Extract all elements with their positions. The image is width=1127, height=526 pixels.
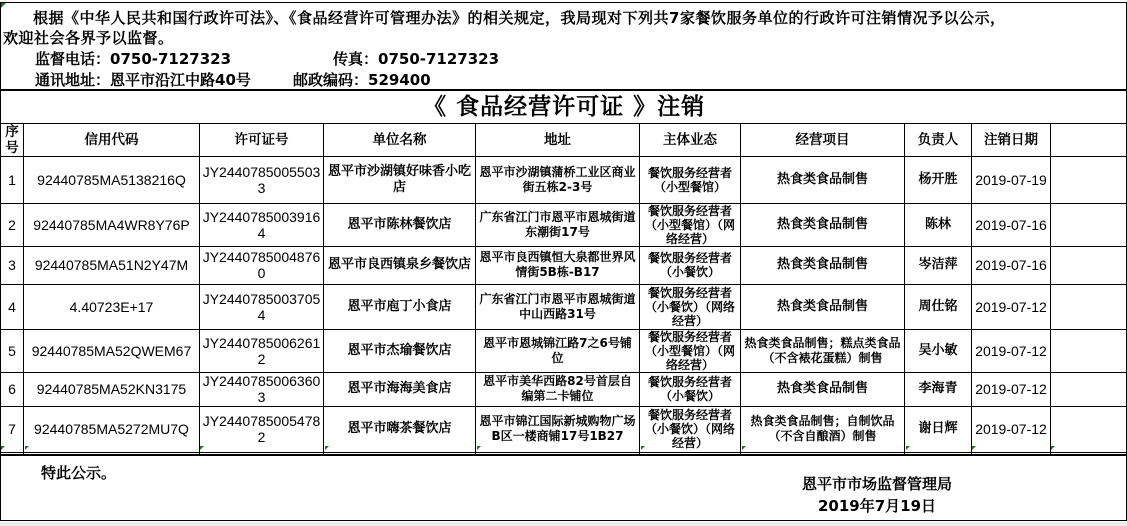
cell-license-no: JY24407850054782: [200, 406, 324, 452]
cell-license-no: JY24407850037054: [200, 284, 324, 329]
table-row: [1, 284, 1127, 329]
phone-value: 0750-7127323: [110, 50, 232, 68]
col-header-credit-code: 信用代码: [24, 123, 200, 156]
bottom-margin: [0, 522, 1127, 526]
table-row: [1, 203, 1127, 246]
col-header-address: 地址: [476, 123, 640, 156]
excel-error-indicator-icon: [200, 446, 204, 450]
cell-credit-code: 92440785MA52QWEM67: [24, 329, 200, 372]
table-row: [1, 329, 1127, 372]
cell-business-type: 餐饮服务经营者（小型餐馆）: [640, 156, 741, 203]
contact-line-address: [3, 69, 1122, 89]
cell-person: 吴小敏: [905, 329, 972, 372]
cell-unit-name: 恩平市海海美食店: [324, 372, 476, 406]
cell-business-type: 餐饮服务经营者（小型餐馆）（网络经营）: [640, 203, 741, 246]
cell-cancel-date: 2019-07-19: [972, 156, 1051, 203]
cell-address: 恩平市美华西路82号首层自编第二卡铺位: [476, 372, 640, 406]
cell-business-type: 餐饮服务经营者（小餐饮）: [640, 372, 741, 406]
cell-serial: 1: [1, 156, 24, 203]
cell-blank: [1051, 284, 1127, 329]
cell-business-scope: 热食类食品制售: [741, 246, 905, 284]
intro-block: [1, 3, 1126, 89]
cell-person: 岑洁萍: [905, 246, 972, 284]
cell-business-scope: 热食类食品制售: [741, 372, 905, 406]
postal-value: 529400: [368, 71, 431, 89]
cell-cancel-date: 2019-07-12: [972, 406, 1051, 452]
cell-credit-code: 4.40723E+17: [24, 284, 200, 329]
excel-error-indicator-icon: [1051, 446, 1055, 450]
cell-blank: [1051, 329, 1127, 372]
cell-blank: [1051, 372, 1127, 406]
cell-cancel-date: 2019-07-16: [972, 203, 1051, 246]
cell-address: 广东省江门市恩平市恩城街道东潮街17号: [476, 203, 640, 246]
footer-block: [1, 456, 1126, 526]
excel-error-indicator-icon: [742, 446, 746, 450]
cell-business-type: 餐饮服务经营者（小餐饮）: [640, 246, 741, 284]
cell-unit-name: 恩平市杰瑜餐饮店: [324, 329, 476, 372]
cell-cancel-date: 2019-07-12: [972, 284, 1051, 329]
col-header-blank: [1051, 123, 1127, 156]
cell-business-scope: 热食类食品制售；糕点类食品（不含裱花蛋糕）制售: [741, 329, 905, 372]
cell-unit-name: 恩平市庖丁小食店: [324, 284, 476, 329]
excel-error-indicator-icon: [641, 446, 645, 450]
cell-credit-code: 92440785MA51N2Y47M: [24, 246, 200, 284]
cell-address: 广东省江门市恩平市恩城街道中山西路31号: [476, 284, 640, 329]
cell-license-no: JY24407850055033: [200, 156, 324, 203]
header-row: [1, 123, 1127, 156]
excel-error-indicator-icon: [1, 3, 6, 8]
closing-note: 特此公示。: [41, 464, 117, 482]
cell-serial: 5: [1, 329, 24, 372]
col-header-serial: 序号: [1, 123, 24, 156]
cell-license-no: JY24407850039164: [200, 203, 324, 246]
cell-blank: [1051, 246, 1127, 284]
cell-license-no: JY24407850048760: [200, 246, 324, 284]
cell-serial: 7: [1, 406, 24, 452]
cell-person: 陈林: [905, 203, 972, 246]
cell-business-scope: 热食类食品制售；自制饮品（不含自酿酒）制售: [741, 406, 905, 452]
cell-unit-name: 恩平市陈林餐饮店: [324, 203, 476, 246]
cell-address: 恩平市沙湖镇蒲桥工业区商业街五栋2-3号: [476, 156, 640, 203]
license-cancellation-table: [0, 89, 1127, 456]
excel-error-indicator-icon: [906, 446, 910, 450]
col-header-person: 负责人: [905, 123, 972, 156]
cell-business-scope: 热食类食品制售: [741, 284, 905, 329]
cell-person: 李海青: [905, 372, 972, 406]
col-header-unit-name: 单位名称: [324, 123, 476, 156]
table-row: [1, 406, 1127, 452]
cell-business-scope: 热食类食品制售: [741, 203, 905, 246]
cell-serial: 4: [1, 284, 24, 329]
address-value: 恩平市沿江中路40号: [110, 71, 251, 89]
signature-block: [789, 473, 965, 517]
col-header-business-type: 主体业态: [640, 123, 741, 156]
col-header-cancel-date: 注销日期: [972, 123, 1051, 156]
cell-cancel-date: 2019-07-16: [972, 246, 1051, 284]
cell-business-type: 餐饮服务经营者（小餐饮）（网络经营）: [640, 406, 741, 452]
cell-serial: 6: [1, 372, 24, 406]
fax-value: 0750-7127323: [378, 50, 500, 68]
cell-unit-name: 恩平市沙湖镇好味香小吃店: [324, 156, 476, 203]
excel-error-indicator-icon: [477, 446, 481, 450]
cell-address: 恩平市恩城锦江路7之6号铺位: [476, 329, 640, 372]
cell-business-scope: 热食类食品制售: [741, 156, 905, 203]
excel-error-indicator-icon: [972, 446, 976, 450]
cell-unit-name: 恩平市良西镇泉乡餐饮店: [324, 246, 476, 284]
cell-license-no: JY24407850062612: [200, 329, 324, 372]
col-header-business-scope: 经营项目: [741, 123, 905, 156]
cell-person: 谢日辉: [905, 406, 972, 452]
excel-error-indicator-icon: [325, 446, 329, 450]
table-row: [1, 372, 1127, 406]
cell-person: 周仕铭: [905, 284, 972, 329]
cell-address: 恩平市锦江国际新城购物广场B区一楼商铺17号1B27: [476, 406, 640, 452]
announcement-sheet: [0, 2, 1127, 521]
address-label: 通讯地址：: [35, 71, 111, 89]
cell-blank: [1051, 406, 1127, 452]
cell-credit-code: 92440785MA52KN3175: [24, 372, 200, 406]
cell-blank: [1051, 203, 1127, 246]
cell-credit-code: 92440785MA5138216Q: [24, 156, 200, 203]
cell-person: 杨开胜: [905, 156, 972, 203]
cell-credit-code: 92440785MA5272MU7Q: [24, 406, 200, 452]
excel-error-indicator-icon: [1, 446, 5, 450]
cell-serial: 2: [1, 203, 24, 246]
cell-cancel-date: 2019-07-12: [972, 372, 1051, 406]
table-row: [1, 246, 1127, 284]
cell-business-type: 餐饮服务经营者（小餐饮）（网络经营）: [640, 284, 741, 329]
table-row: [1, 156, 1127, 203]
cell-business-type: 餐饮服务经营者（小型餐馆）（网络经营）: [640, 329, 741, 372]
cell-address: 恩平市良西镇恒大泉都世界风情街5B栋-B17: [476, 246, 640, 284]
postal-label: 邮政编码：: [293, 71, 369, 89]
excel-error-indicator-icon: [25, 446, 29, 450]
phone-label: 监督电话：: [35, 50, 111, 68]
cell-license-no: JY24407850063603: [200, 372, 324, 406]
publish-date: 2019年7月19日: [817, 497, 937, 515]
intro-line-1: 根据《中华人民共和国行政许可法》、《食品经营许可管理办法》的相关规定，我局现对下列共7家餐饮服务单位的行政许可注销情况予以公示，: [33, 9, 1006, 27]
intro-line-2: 欢迎社会各界予以监督。: [3, 29, 174, 47]
cell-unit-name: 恩平市嗨茶餐饮店: [324, 406, 476, 452]
table-title: 《 食品经营许可证 》注销: [1, 90, 1127, 123]
cell-serial: 3: [1, 246, 24, 284]
col-header-license-no: 许可证号: [200, 123, 324, 156]
cell-credit-code: 92440785MA4WR8Y76P: [24, 203, 200, 246]
fax-label: 传真：: [333, 50, 379, 68]
cell-blank: [1051, 156, 1127, 203]
table-row: [1, 452, 1127, 455]
contact-line-phone: [3, 48, 1122, 69]
agency-name: 恩平市市场监督管理局: [801, 475, 952, 493]
cell-cancel-date: 2019-07-12: [972, 329, 1051, 372]
